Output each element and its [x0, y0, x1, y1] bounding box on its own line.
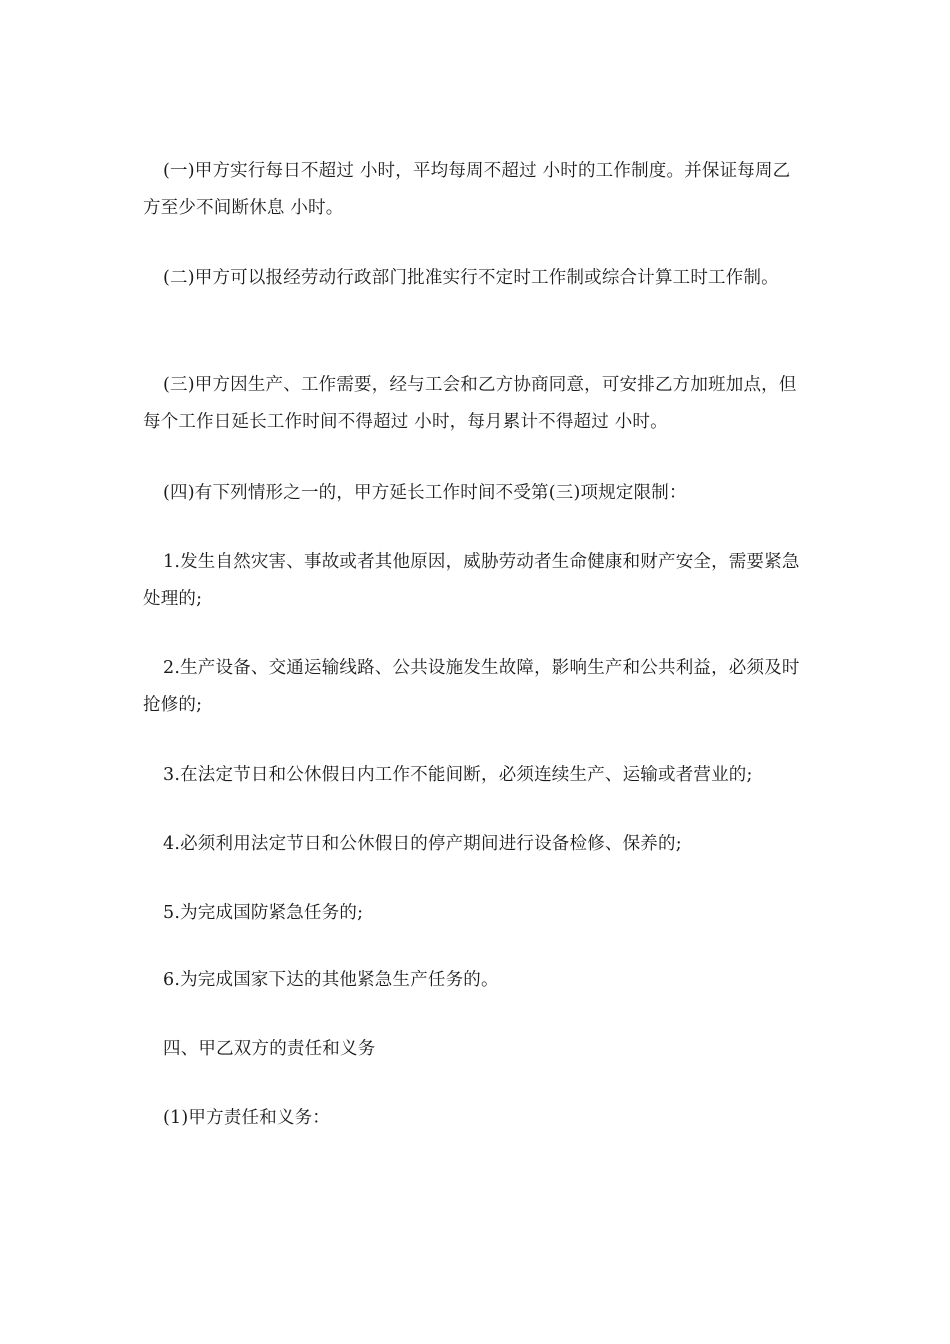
paragraph-flexible-hours: (二)甲方可以报经劳动行政部门批准实行不定时工作制或综合计算工时工作制。 — [163, 268, 779, 288]
list-item-exception-4: 4.必须利用法定节日和公休假日的停产期间进行设备检修、保养的; — [163, 834, 682, 854]
list-item-exception-1: 1.发生自然灾害、事故或者其他原因，威胁劳动者生命健康和财产安全，需要紧急处理的; — [143, 552, 800, 609]
paragraph-working-hours: (一)甲方实行每日不超过 小时，平均每周不超过 小时的工作制度。并保证每周乙方至少不间断休息 小时。 — [143, 161, 791, 218]
list-item-exception-5: 5.为完成国防紧急任务的; — [163, 903, 364, 923]
list-item-exception-2: 2.生产设备、交通运输线路、公共设施发生故障，影响生产和公共利益，必须及时抢修的; — [143, 658, 800, 715]
paragraph-overtime: (三)甲方因生产、工作需要，经与工会和乙方协商同意，可安排乙方加班加点，但每个工作日延长工作时间不得超过 小时，每月累计不得超过 小时。 — [143, 375, 797, 432]
paragraph-exceptions-intro: (四)有下列情形之一的，甲方延长工作时间不受第(三)项规定限制： — [163, 483, 687, 503]
list-item-exception-3: 3.在法定节日和公休假日内工作不能间断，必须连续生产、运输或者营业的; — [163, 765, 753, 785]
subsection-heading-party-a: (1)甲方责任和义务： — [163, 1108, 330, 1128]
section-heading-responsibilities: 四、甲乙双方的责任和义务 — [163, 1039, 376, 1059]
list-item-exception-6: 6.为完成国家下达的其他紧急生产任务的。 — [163, 970, 499, 990]
